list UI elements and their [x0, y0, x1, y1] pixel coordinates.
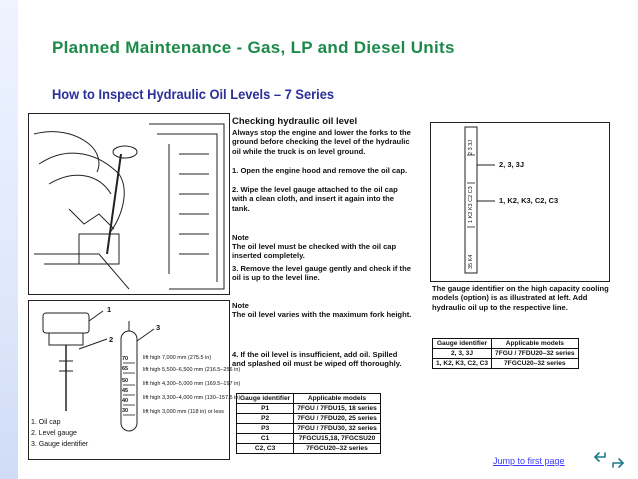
table-row — [237, 404, 381, 414]
gauge-stick-label-c: 35 K4 — [468, 254, 474, 269]
manual-step-2: 2. Wipe the level gauge attached to the oil cap with a clean cloth, and insert it again into the tank. — [232, 185, 398, 213]
table-cell: 2, 3, 3J — [433, 349, 492, 359]
manual-note1-text: The oil level must be checked with the oil cap inserted completely. — [232, 242, 397, 261]
table-row — [237, 424, 381, 434]
table-cell: 7FGU / 7FDU20–32 series — [492, 349, 579, 359]
high-capacity-gauge-illustration — [430, 122, 610, 282]
gauge-mark-65: 65 — [122, 366, 129, 372]
table-header: Gauge identifier — [433, 339, 492, 349]
table-cell: 7FGU / 7FDU20, 25 series — [294, 414, 381, 424]
manual-step-3: 3. Remove the level gauge gently and check if the oil is up to the level line. — [232, 264, 411, 283]
gauge-table-left — [236, 393, 381, 454]
gauge-mark-40: 40 — [122, 398, 129, 404]
table-cell: 7FGCU20–32 series — [492, 359, 579, 369]
table-row — [433, 359, 579, 369]
lift-note-2: lift high 5,500–6,500 mm (216.5–256 in) — [143, 367, 241, 373]
jump-to-first-page-link[interactable]: Jump to first page — [493, 456, 565, 466]
table-cell: 7FGU / 7FDU30, 32 series — [294, 424, 381, 434]
gauge-table-right — [432, 338, 579, 369]
table-cell: P3 — [237, 424, 294, 434]
manual-note1-heading: Note — [232, 233, 249, 242]
navigation-arrows-icon — [591, 451, 627, 469]
table-cell: 7FGU / 7FDU15, 18 series — [294, 404, 381, 414]
manual-intro: Always stop the engine and lower the forks to the ground before checking the level of the hydraulic oil while the truck is on level ground. — [232, 128, 411, 156]
table-header: Applicable models — [492, 339, 579, 349]
lift-note-4: lift high 3,300–4,000 mm (130–157.5 in) — [143, 395, 241, 401]
lift-note-5: lift high 3,000 mm (118 in) or less — [143, 409, 224, 415]
caption-oil-cap: 1. Oil cap — [31, 419, 61, 426]
table-cell: 1, K2, K3, C2, C3 — [433, 359, 492, 369]
table-cell: P1 — [237, 404, 294, 414]
gauge-mark-45: 45 — [122, 388, 129, 394]
lift-note-3: lift high 4,300–5,000 mm (169.5–197 in) — [143, 381, 241, 387]
gauge-line-label-b: 1, K2, K3, C2, C3 — [499, 196, 559, 205]
table-header-row — [433, 339, 579, 349]
table-cell: P2 — [237, 414, 294, 424]
gauge-stick-label-a: 2 3 3J — [468, 140, 474, 155]
manual-note2-text: The oil level varies with the maximum fork height. — [232, 310, 412, 319]
slide-subtitle: How to Inspect Hydraulic Oil Levels – 7 Series — [52, 86, 335, 102]
gauge-mark-50: 50 — [122, 378, 129, 384]
slide-navigation-icon[interactable] — [591, 451, 627, 469]
table-cell: C1 — [237, 434, 294, 444]
table-header: Gauge identifier — [237, 394, 294, 404]
table-row — [237, 434, 381, 444]
figure-captions — [31, 417, 88, 450]
gauge-mark-70: 70 — [122, 356, 129, 362]
table-cell: 7FGCU15,18, 7FGCSU20 — [294, 434, 381, 444]
gauge-mark-30: 30 — [122, 408, 129, 414]
manual-heading: Checking hydraulic oil level — [232, 116, 358, 127]
gauge-stick-label-b: 1 K2 K3 C2 C3 — [468, 186, 474, 223]
right-description: The gauge identifier on the high capacity cooling models (option) is as illustrated at left. Add hydraulic oil up to the respective line. — [432, 284, 609, 312]
manual-note2-heading: Note — [232, 301, 249, 310]
engine-hood-drawing — [29, 114, 229, 294]
table-header-row — [237, 394, 381, 404]
caption-gauge-identifier: 3. Gauge identifier — [31, 441, 89, 448]
manual-step-1: 1. Open the engine hood and remove the oil cap. — [232, 166, 408, 175]
table-cell: 7FGCU20–32 series — [294, 444, 381, 454]
manual-step-4: 4. If the oil level is insufficient, add oil. Spilled and splashed oil must be wiped off thoroughly. — [232, 350, 402, 369]
table-header: Applicable models — [294, 394, 381, 404]
table-cell: C2, C3 — [237, 444, 294, 454]
lift-note-1: lift high 7,000 mm (275.5 in) — [143, 355, 212, 361]
callout-2: 2 — [109, 335, 114, 344]
slide-title: Planned Maintenance - Gas, LP and Diesel Units — [52, 38, 455, 57]
engine-hood-illustration — [28, 113, 230, 295]
table-row — [433, 349, 579, 359]
callout-1: 1 — [107, 305, 112, 314]
caption-level-gauge: 2. Level gauge — [31, 430, 77, 437]
gauge-line-label-a: 2, 3, 3J — [499, 160, 525, 169]
table-row — [237, 414, 381, 424]
slide-side-band — [0, 0, 18, 479]
table-row — [237, 444, 381, 454]
callout-3: 3 — [156, 323, 161, 332]
